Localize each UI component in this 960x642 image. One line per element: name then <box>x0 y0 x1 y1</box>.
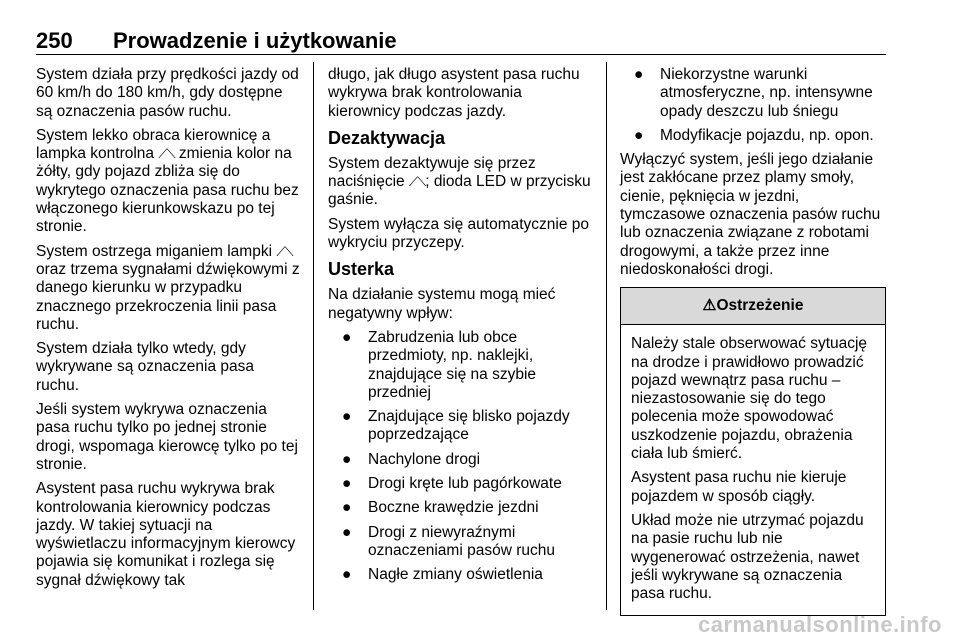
list-item <box>328 524 594 561</box>
list-item-text: Drogi z niewyraźnymi oznaczeniami pasów ruchu <box>368 523 555 559</box>
paragraph: Wyłączyć system, jeśli jego działanie jest zakłócane przez plamy smoły, cienie, pęknięcia w jezdni, tymczasowe oznaczenia pasów ruchu lub oznaczenia związane z robotami drogowymi, a także przez inne niedoskonałości drogi. <box>620 151 881 278</box>
lane-keep-assist-icon: ⟋⟍ <box>158 146 175 162</box>
header-divider <box>36 54 886 55</box>
paragraph: Jeśli system wykrywa oznaczenia pasa ruchu tylko po jednej stronie drogi, wspomaga kierowcę tylko po tej stronie. <box>36 401 298 473</box>
list-item <box>328 408 594 445</box>
column-divider <box>313 62 314 610</box>
paragraph: Na działanie systemu mogą mieć negatywny wpływ: <box>328 286 556 322</box>
list-item <box>328 475 594 493</box>
paragraph: Układ może nie utrzymać pojazdu na pasie ruchu lub nie wygenerować ostrzeżenia, nawet jeśli wykrywane są oznaczenia pasa ruchu. <box>631 511 864 603</box>
bullet-icon: ● <box>342 566 352 584</box>
list-item-text: Znajdujące się blisko pojazdy poprzedzające <box>368 408 570 444</box>
page-title: Prowadzenie i użytkowanie <box>113 28 397 53</box>
warning-triangle-icon: ⚠ <box>702 297 717 315</box>
column-2 <box>328 66 594 591</box>
list-item-text: Boczne krawędzie jezdni <box>368 499 539 517</box>
watermark: carmanualsonline.info <box>698 612 942 637</box>
paragraph-text: ; dioda LED w przycisku gaśnie. <box>328 173 591 209</box>
paragraph <box>36 127 300 237</box>
list-item-text: Zabrudzenia lub obce przedmioty, np. naklejki, znajdujące się na szybie przedniej <box>368 328 537 401</box>
list-item <box>620 66 886 121</box>
paragraph: Asystent pasa ruchu wykrywa brak kontrolowania kierownicy podczas jazdy. W takiej sytuacji na wyświetlaczu informacyjnym kierowcy pojawia się komunikat i rozlega się sygnał dźwiękowy tak <box>36 480 296 589</box>
warning-body <box>621 325 885 615</box>
paragraph-text: System lekko obraca kierownicę a lampka kontrolna <box>36 126 271 163</box>
paragraph-text: zmienia kolor na żółty, gdy pojazd zbliża się do wykrytego oznaczenia pasa ruchu bez włączonego kierunkowskazu po tej stronie. <box>36 145 299 236</box>
section-heading: Usterka <box>328 259 395 280</box>
warning-box <box>620 287 886 616</box>
column-divider <box>606 62 607 610</box>
bullet-icon: ● <box>342 408 352 426</box>
paragraph: System działa tylko wtedy, gdy wykrywane są oznaczenia pasa ruchu. <box>36 340 254 394</box>
paragraph: Należy stale obserwować sytuację na drodze i prawidłowo prowadzić pojazd wewnątrz pasa ruchu – niezastosowanie się do tego polecenia może spowodować uszkodzenie pojazdu, obrażenia ciała lub śmierć. <box>631 335 868 463</box>
warning-title: Ostrzeżenie <box>716 297 804 315</box>
bullet-icon: ● <box>342 499 352 517</box>
paragraph-text: System ostrzega miganiem lampki <box>36 242 273 260</box>
paragraph: System wyłącza się automatycznie po wykryciu przyczepy. <box>328 215 590 252</box>
paragraph: System działa przy prędkości jazdy od 60 km/h do 180 km/h, gdy dostępne są oznaczenia pasów ruchu. <box>36 66 299 120</box>
list-item-text: Niekorzystne warunki atmosferyczne, np. intensywne opady deszczu lub śniegu <box>660 66 873 120</box>
list-item <box>328 499 594 517</box>
bullet-icon: ● <box>634 66 644 83</box>
list-item <box>620 127 886 145</box>
lane-keep-assist-icon: ⟋⟍ <box>276 243 293 259</box>
section-heading: Dezaktywacja <box>328 127 446 148</box>
bullet-icon: ● <box>342 450 352 468</box>
list-item-text: Nachylone drogi <box>368 450 481 468</box>
lane-keep-assist-icon: ⟋⟍ <box>409 174 426 190</box>
paragraph <box>36 243 300 334</box>
list-item <box>328 329 594 402</box>
paragraph <box>328 155 594 210</box>
list-item-text: Nagłe zmiany oświetlenia <box>368 566 543 584</box>
bullet-icon: ● <box>342 523 352 541</box>
list-item <box>328 451 594 469</box>
bullet-icon: ● <box>634 126 644 144</box>
paragraph: Asystent pasa ruchu nie kieruje pojazdem w sposób ciągły. <box>631 469 847 505</box>
warning-header <box>621 288 885 325</box>
paragraph-text: oraz trzema sygnałami dźwiękowymi z danego kierunku w przypadku znacznego przekroczenia linii pasa ruchu. <box>36 260 300 333</box>
column-3 <box>620 66 886 616</box>
paragraph-text: System dezaktywuje się przez naciśnięcie <box>328 154 536 191</box>
list-item-text: Drogi kręte lub pagórkowate <box>368 475 562 493</box>
column-1 <box>36 66 300 596</box>
page-number: 250 <box>36 28 73 53</box>
list-item <box>328 566 594 584</box>
paragraph: długo, jak długo asystent pasa ruchu wykrywa brak kontrolowania kierownicy podczas jazdy. <box>328 66 580 120</box>
bullet-icon: ● <box>342 328 352 346</box>
bullet-icon: ● <box>342 475 352 493</box>
list-item-text: Modyfikacje pojazdu, np. opon. <box>660 126 874 144</box>
